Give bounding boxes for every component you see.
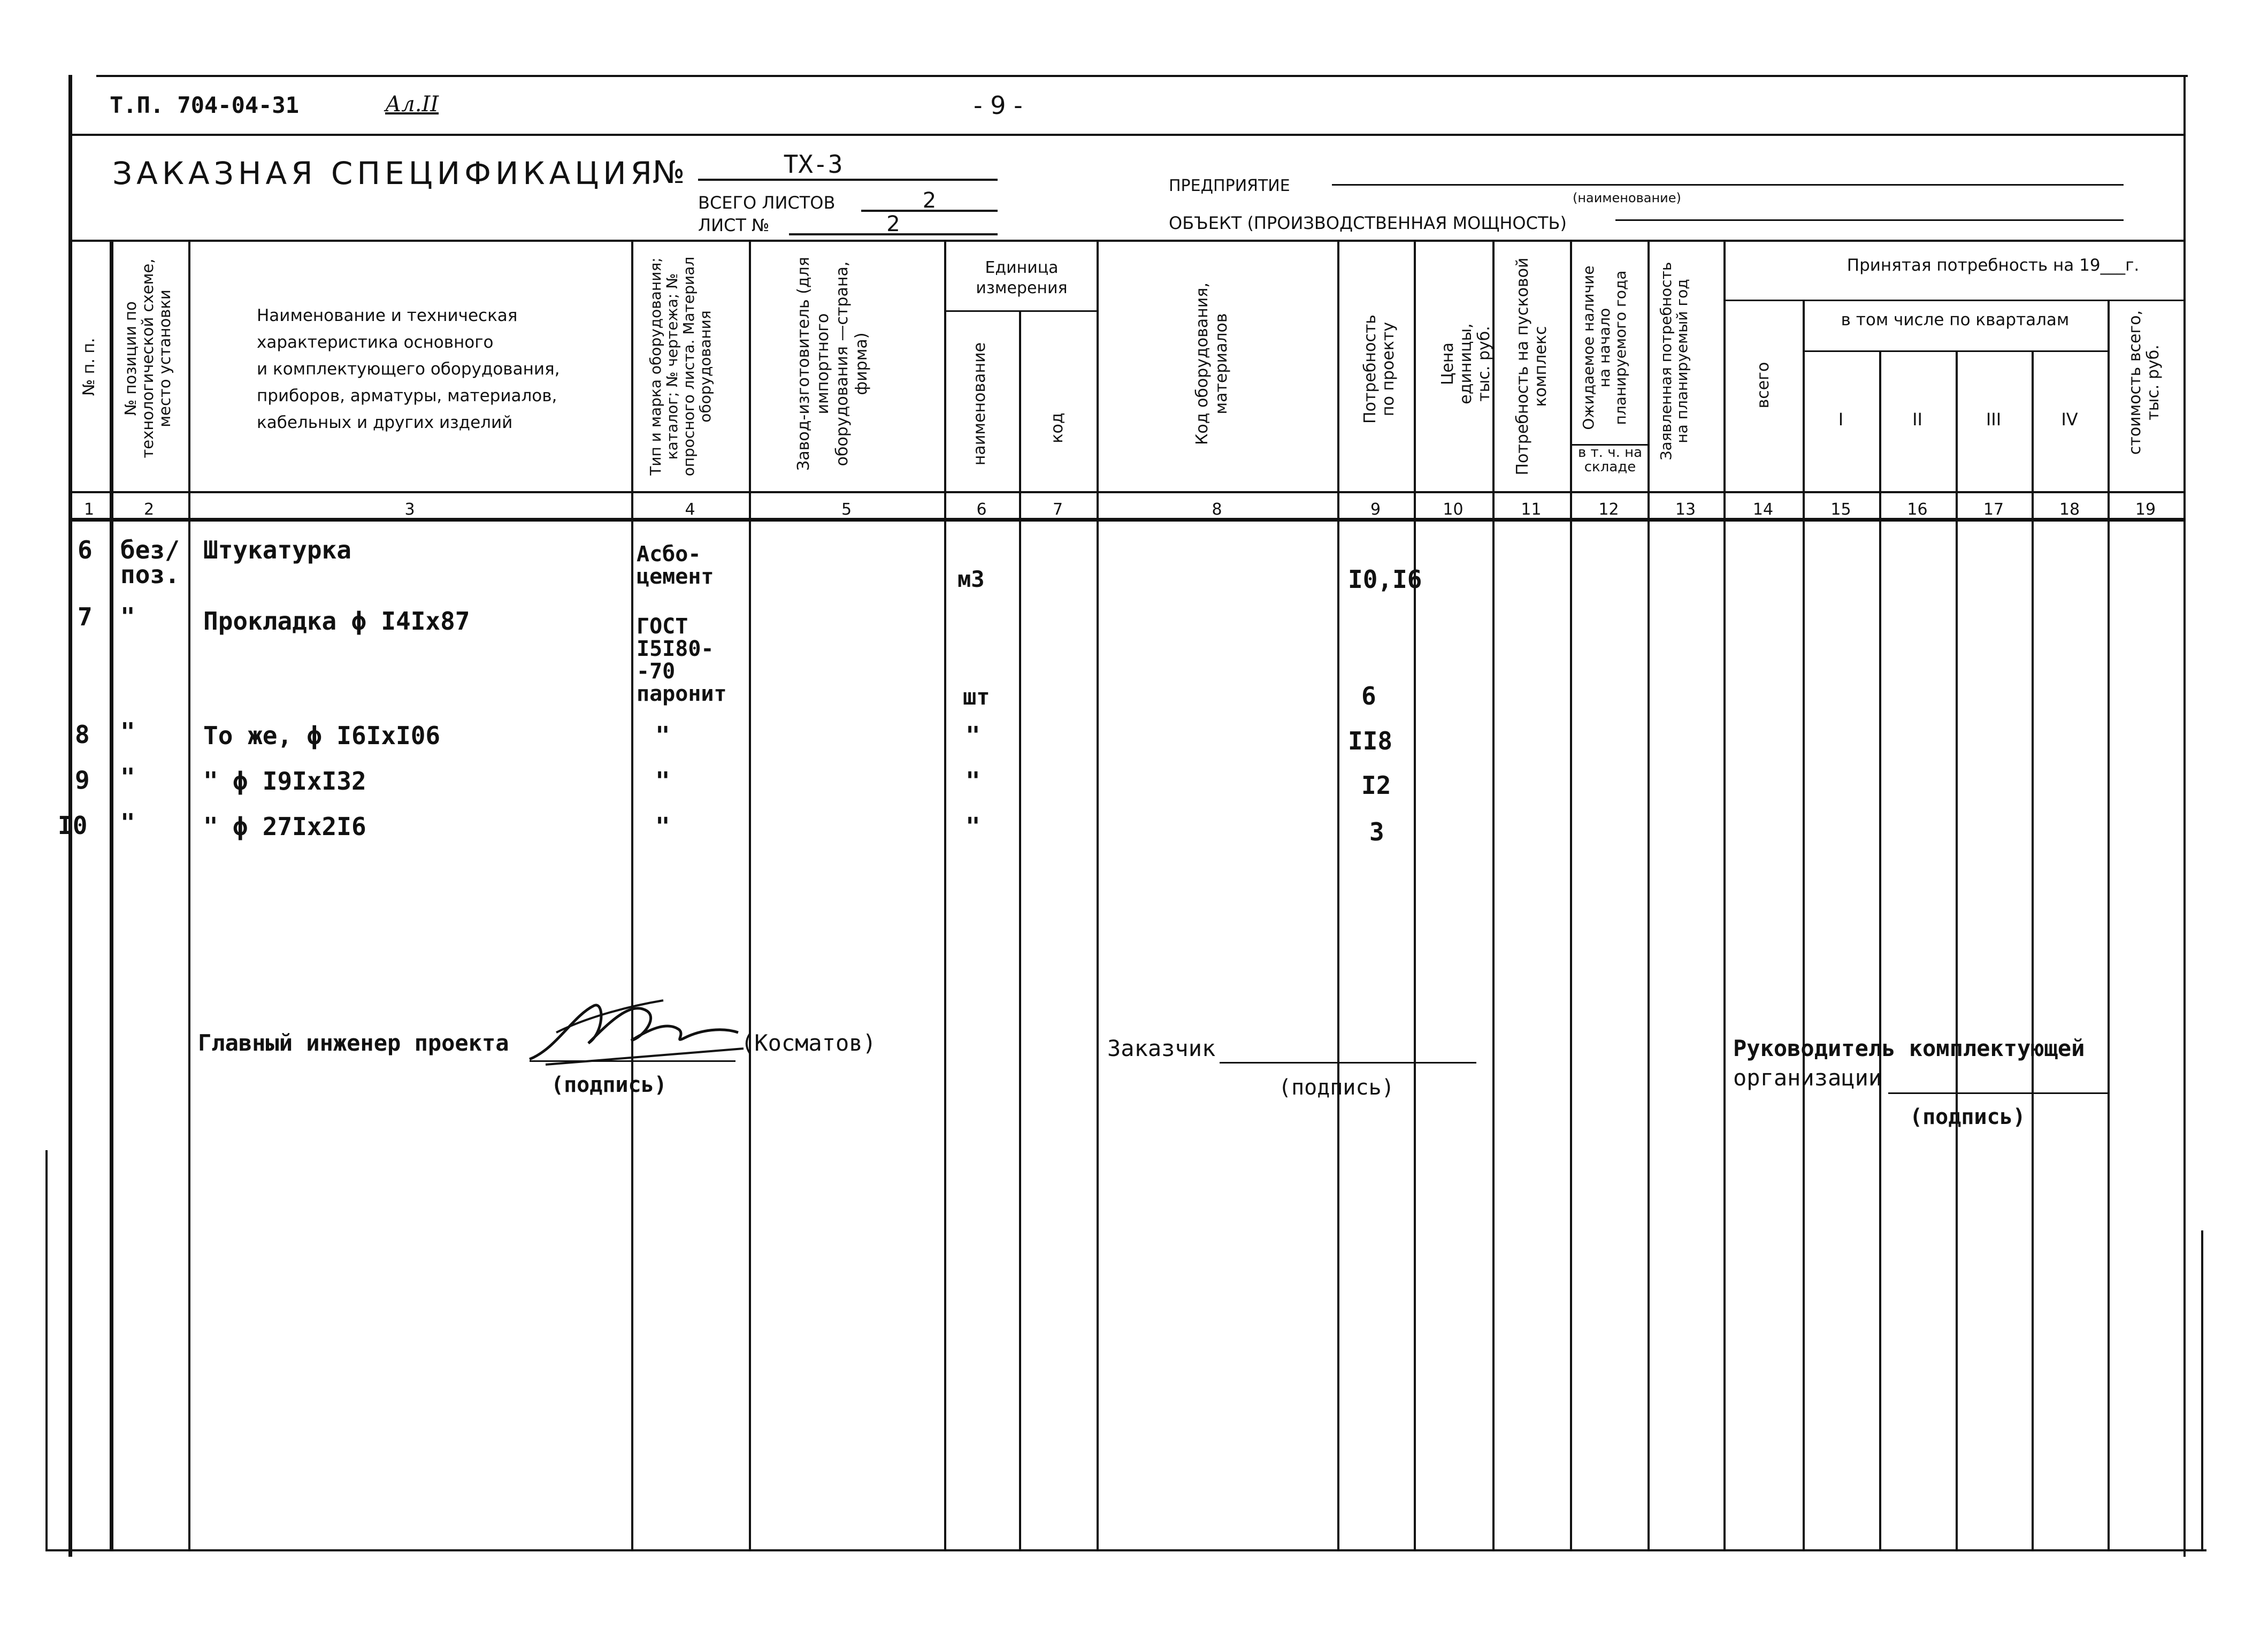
col-line-17 xyxy=(2032,350,2034,1550)
column-number: 7 xyxy=(1052,500,1063,519)
col-line-3 xyxy=(631,240,633,1550)
column-number: 3 xyxy=(404,500,415,519)
accepted-group-line xyxy=(1723,300,2183,301)
row-type: Асбо- цемент xyxy=(637,542,714,589)
col-line-14 xyxy=(1803,300,1805,1550)
right-outer-edge xyxy=(2201,1230,2203,1551)
row-number: I0 xyxy=(58,811,88,840)
col-14-header: всего xyxy=(1754,362,1773,409)
enterprise-label: ПРЕДПРИЯТИЕ xyxy=(1169,177,1290,195)
top-strip-divider xyxy=(68,134,2183,136)
col-3-header: Наименование и техническая характеристика основного и комплектующего оборудования, приборов, арматуры, материалов, кабельных и других изделий xyxy=(257,306,560,432)
row-position: " xyxy=(120,763,135,792)
column-number: 13 xyxy=(1675,500,1696,519)
col-line-9 xyxy=(1414,240,1416,1550)
col-line-16 xyxy=(1956,350,1958,1550)
object-label: ОБЪЕКТ (ПРОИЗВОДСТВЕННАЯ МОЩНОСТЬ) xyxy=(1169,213,1567,233)
customer-signature-caption: (подпись) xyxy=(1278,1075,1394,1100)
tp-code: Т.П. 704-04-31 xyxy=(110,92,300,118)
row-type: " xyxy=(655,767,670,795)
col-16-header: II xyxy=(1912,409,1922,430)
row-name: Прокладка ϕ I4Ix87 xyxy=(203,607,470,636)
document-title: ЗАКАЗНАЯ СПЕЦИФИКАЦИЯ xyxy=(112,155,656,192)
column-number: 6 xyxy=(976,500,987,519)
column-number: 11 xyxy=(1521,500,1542,519)
row-name: " ϕ 27Ix2I6 xyxy=(203,812,366,841)
left-outer-edge xyxy=(45,1150,48,1551)
row-number: 6 xyxy=(78,536,93,564)
col-line-8 xyxy=(1337,240,1339,1550)
col-12-sub-header: в т. ч. на складе xyxy=(1577,445,1643,475)
total-sheets-label: ВСЕГО ЛИСТОВ xyxy=(698,193,836,213)
col-line-1 xyxy=(110,240,113,1550)
col-19-header: стоимость всего, тыс. руб. xyxy=(2126,310,2163,455)
col-15-header: I xyxy=(1838,409,1844,430)
chief-signature-caption: (подпись) xyxy=(551,1073,667,1097)
col-line-11 xyxy=(1570,240,1572,1550)
row-unit: м3 xyxy=(957,566,985,592)
column-number: 15 xyxy=(1830,500,1851,519)
handwritten-signature xyxy=(524,984,749,1070)
col-line-13 xyxy=(1723,240,1726,1550)
head-signature-line xyxy=(1888,1092,2108,1094)
col-line-6 xyxy=(1019,310,1021,1550)
album-mark: Ал.II xyxy=(385,92,439,117)
col-line-7 xyxy=(1097,240,1099,1550)
column-number: 8 xyxy=(1212,500,1222,519)
column-number: 1 xyxy=(83,500,95,519)
col-line-5 xyxy=(944,240,946,1550)
chief-engineer-label: Главный инженер проекта xyxy=(198,1030,509,1056)
row-unit: шт xyxy=(963,684,990,710)
row-position: " xyxy=(120,602,135,631)
row-quantity: II8 xyxy=(1348,726,1393,755)
object-line xyxy=(1615,219,2124,221)
column-number: 10 xyxy=(1443,500,1464,519)
col-18-header: IV xyxy=(2061,409,2078,430)
col-17-header: III xyxy=(1986,409,2002,430)
col-2-header: № позиции по технологической схеме, место установки xyxy=(121,258,174,458)
quarters-group-line xyxy=(1803,350,2108,352)
row-type: " xyxy=(655,721,670,750)
col-line-15 xyxy=(1879,350,1881,1550)
enterprise-caption: (наименование) xyxy=(1573,190,1681,205)
col-4-header: Тип и марка оборудования; каталог; № чертежа; № опросного листа. Материал оборудования xyxy=(647,256,714,477)
row-quantity: 3 xyxy=(1369,817,1384,846)
column-number: 18 xyxy=(2059,500,2080,519)
col-9-header: Потребность по проекту xyxy=(1361,315,1398,424)
unit-group-line xyxy=(944,310,1097,312)
col-6-header: наименование xyxy=(970,342,989,466)
right-border xyxy=(2183,75,2186,1557)
number-sign: № xyxy=(653,154,685,190)
header-bottom-line xyxy=(68,491,2183,493)
col-12-header: Ожидаемое наличие на начало планируемого года xyxy=(1580,265,1629,430)
column-number: 2 xyxy=(143,500,155,519)
customer-label: Заказчик xyxy=(1107,1035,1216,1061)
row-quantity: I0,I6 xyxy=(1348,565,1422,594)
row-name: " ϕ I9IxI32 xyxy=(203,767,366,795)
column-number: 4 xyxy=(685,500,695,519)
row-type: " xyxy=(655,812,670,841)
col-line-4 xyxy=(749,240,751,1550)
row-name: То же, ϕ I6IxI06 xyxy=(203,721,441,750)
col-line-12 xyxy=(1648,240,1650,1550)
spec-number: ТХ-3 xyxy=(698,150,998,181)
top-border xyxy=(96,75,2188,77)
row-number: 7 xyxy=(78,602,93,631)
column-number: 14 xyxy=(1752,500,1774,519)
col-1-header: № п. п. xyxy=(80,338,98,396)
unit-group-header: Единица измерения xyxy=(976,258,1068,297)
col-7-header: код xyxy=(1048,412,1067,443)
page-number: - 9 - xyxy=(974,91,1023,120)
col-line-10 xyxy=(1492,240,1495,1550)
head-label-line-2: организации xyxy=(1733,1065,1882,1091)
row-number: 9 xyxy=(75,766,90,794)
title-divider xyxy=(68,240,2183,242)
col-line-18 xyxy=(2108,300,2110,1550)
accepted-group-header: Принятая потребность на 19___г. xyxy=(1846,256,2140,275)
row-position: " xyxy=(120,808,135,837)
bottom-border xyxy=(45,1549,2206,1551)
column-number: 9 xyxy=(1370,500,1381,519)
row-type: ГОСТ I5I80- -70 паронит xyxy=(637,614,727,706)
column-number: 12 xyxy=(1598,500,1619,519)
quarters-group-header: в том числе по кварталам xyxy=(1841,310,2070,330)
column-number: 5 xyxy=(841,500,852,519)
col-8-header: Код оборудования, материалов xyxy=(1193,282,1231,445)
row-quantity: 6 xyxy=(1361,682,1376,710)
row-number: 8 xyxy=(75,720,90,749)
row-position: " xyxy=(120,717,135,746)
row-unit: " xyxy=(966,812,980,841)
sheet-label: ЛИСТ № xyxy=(698,215,770,235)
col-line-2 xyxy=(188,240,190,1550)
col-5-header: Завод-изготовитель (для импортного оборудования —страна, фирма) xyxy=(794,257,871,471)
chief-name: (Косматов) xyxy=(741,1030,876,1056)
head-signature-caption: (подпись) xyxy=(1910,1105,2026,1129)
row-quantity: I2 xyxy=(1361,771,1391,800)
column-number: 16 xyxy=(1907,500,1928,519)
column-number: 19 xyxy=(2135,500,2156,519)
enterprise-line xyxy=(1332,184,2124,186)
row-unit: " xyxy=(966,767,980,795)
row-position: без/ поз. xyxy=(120,536,180,589)
row-name: Штукатурка xyxy=(203,536,351,564)
col-13-header: Заявленная потребность на планируемый год xyxy=(1657,262,1691,461)
row-unit: " xyxy=(966,721,980,750)
column-number: 17 xyxy=(1983,500,2004,519)
col-10-header: Цена единицы, тыс. руб. xyxy=(1438,323,1493,404)
sheet-value: 2 xyxy=(789,212,998,235)
col-11-header: Потребность на пусковой комплекс xyxy=(1513,257,1550,476)
head-label-line-1: Руководитель комплектующей xyxy=(1733,1035,2085,1061)
customer-signature-line xyxy=(1220,1062,1476,1064)
total-sheets-value: 2 xyxy=(861,188,998,212)
